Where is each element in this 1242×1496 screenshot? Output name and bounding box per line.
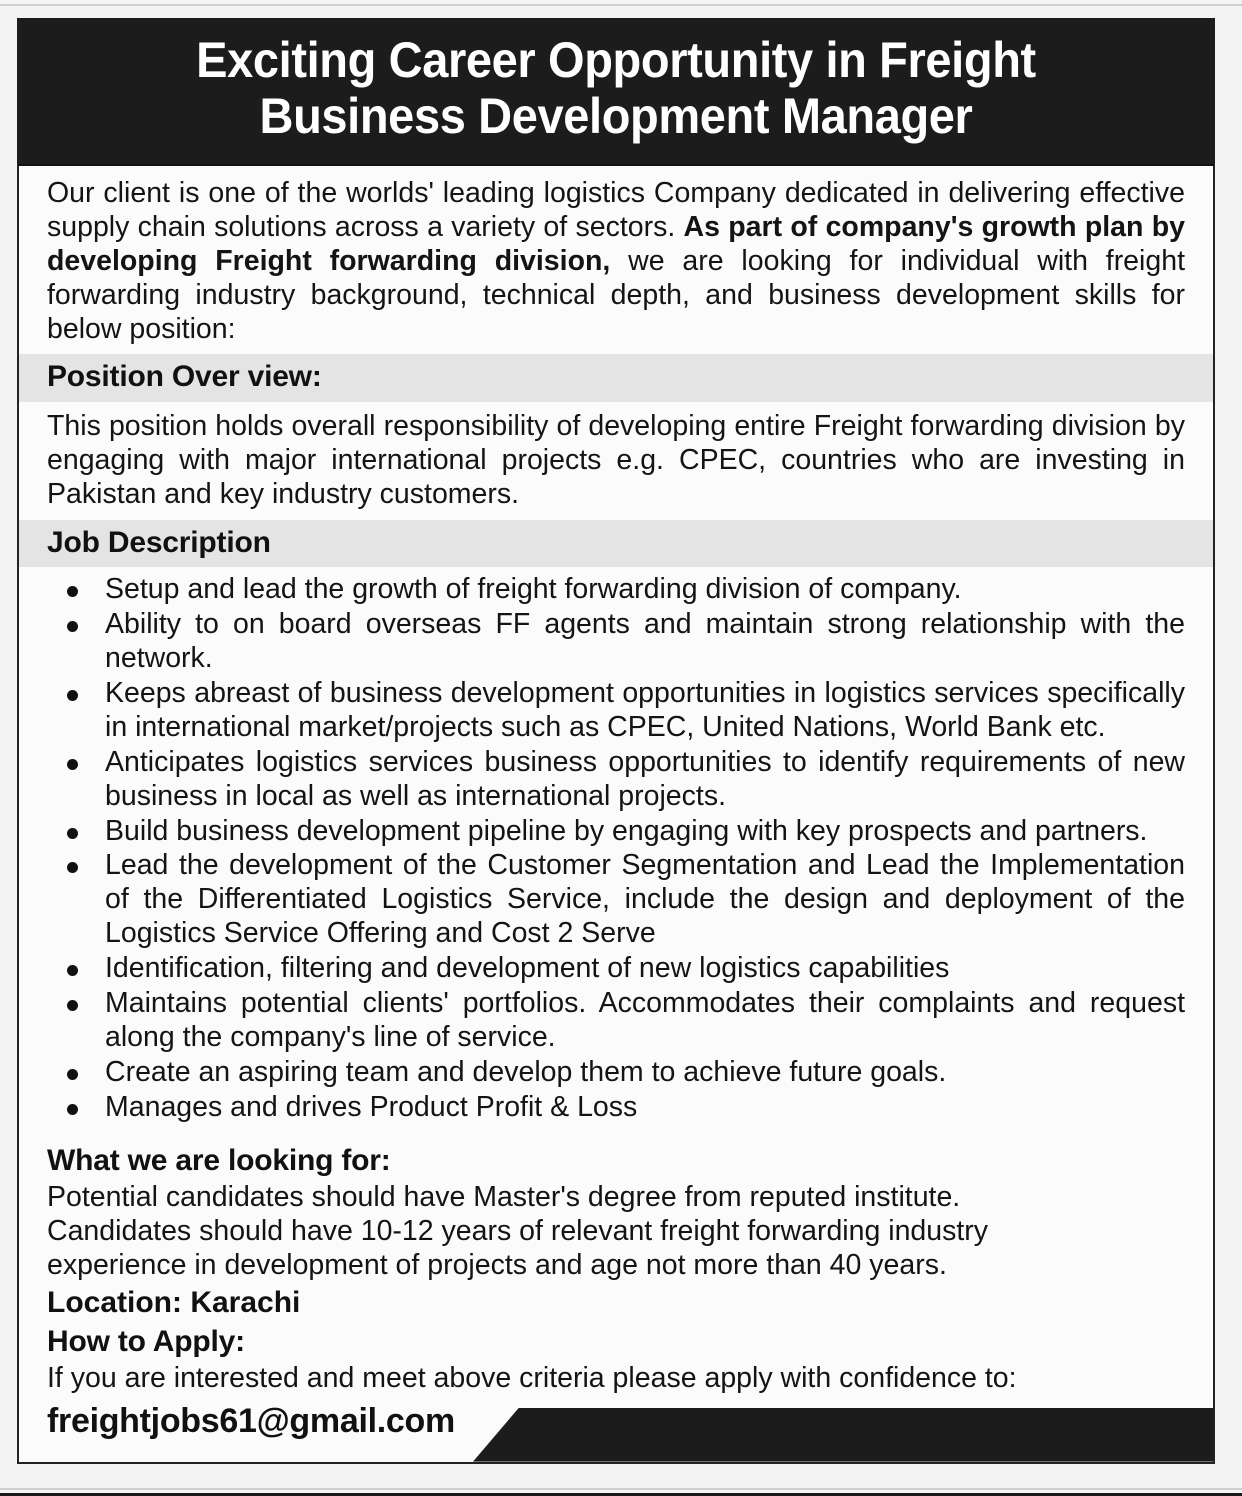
job-description-list xyxy=(19,567,1213,1130)
list-item: Create an aspiring team and develop them to achieve future goals. xyxy=(47,1056,1185,1090)
list-item: Ability to on board overseas FF agents and maintain strong relationship with the network. xyxy=(47,608,1185,676)
title-banner xyxy=(17,18,1215,164)
footer-strip xyxy=(19,1400,1213,1462)
list-item: Maintains potential clients' portfolios. Accommodates their complaints and request along the company's line of service. xyxy=(47,987,1185,1055)
location-text: Location: Karachi xyxy=(47,1286,301,1320)
job-advertisement xyxy=(17,18,1215,1464)
intro-text-part-1: Our client is one of the worlds' leading logistics Company dedicated in delivering effective supply chain solutions across a variety of sectors. xyxy=(47,177,1185,244)
intro-wrapper xyxy=(19,166,1213,354)
intro-paragraph xyxy=(47,166,1185,354)
requirements-line-3: experience in development of projects and age not more than 40 years. xyxy=(47,1249,947,1282)
list-item: Keeps abreast of business development opportunities in logistics services specifically in international market/projects such as CPEC, United Nations, World Bank etc. xyxy=(47,677,1185,745)
position-overview-text: This position holds overall responsibility of developing entire Freight forwarding division by engaging with major international projects e.g. CPEC, countries who are investing in Pakistan and key industry customers. xyxy=(47,409,1185,510)
list-item: Identification, filtering and development of new logistics capabilities xyxy=(47,952,1185,986)
heading-what-we-are-looking-for: What we are looking for: xyxy=(47,1143,391,1177)
section-heading-job-description: Job Description xyxy=(19,520,1213,567)
requirements-line-2: Candidates should have 10-12 years of relevant freight forwarding industry xyxy=(47,1215,989,1248)
requirements-block xyxy=(19,1130,1213,1396)
title-line-1: Exciting Career Opportunity in Freight xyxy=(196,32,1036,88)
list-item: Build business development pipeline by engaging with key prospects and partners. xyxy=(47,815,1185,849)
apply-instruction-text: If you are interested and meet above criteria please apply with confidence to: xyxy=(47,1362,1017,1395)
list-item: Setup and lead the growth of freight forwarding division of company. xyxy=(47,573,1185,607)
list-item: Lead the development of the Customer Segmentation and Lead the Implementation of the Differentiated Logistics Service, include the design and deployment of the Logistics Service Offering and Cost 2 Serve xyxy=(47,849,1185,951)
intro-text-part-2: we are looking for individual with freight forwarding industry background, technical depth, and business development skills for below position: xyxy=(47,245,1185,346)
requirements-line-1: Potential candidates should have Master's degree from reputed institute. xyxy=(47,1180,961,1213)
page-rule-bottom xyxy=(0,1488,1242,1490)
intro-text-bold: As part of company's growth plan by developing Freight forwarding division, xyxy=(47,211,1185,278)
title-line-2: Business Development Manager xyxy=(259,88,973,144)
contact-email[interactable]: freightjobs61@gmail.com xyxy=(47,1401,455,1440)
advert-body xyxy=(17,164,1215,1464)
heading-how-to-apply: How to Apply: xyxy=(47,1325,245,1359)
page-title xyxy=(81,32,1151,144)
list-item: Anticipates logistics services business opportunities to identify requirements of new business in local as well as international projects. xyxy=(47,746,1185,814)
section-heading-position-overview: Position Over view: xyxy=(19,354,1213,401)
page-rule-top xyxy=(0,4,1242,6)
list-item: Manages and drives Product Profit & Loss xyxy=(47,1091,1185,1125)
footer-black-wedge xyxy=(473,1408,1213,1462)
position-overview-wrapper xyxy=(19,402,1213,520)
